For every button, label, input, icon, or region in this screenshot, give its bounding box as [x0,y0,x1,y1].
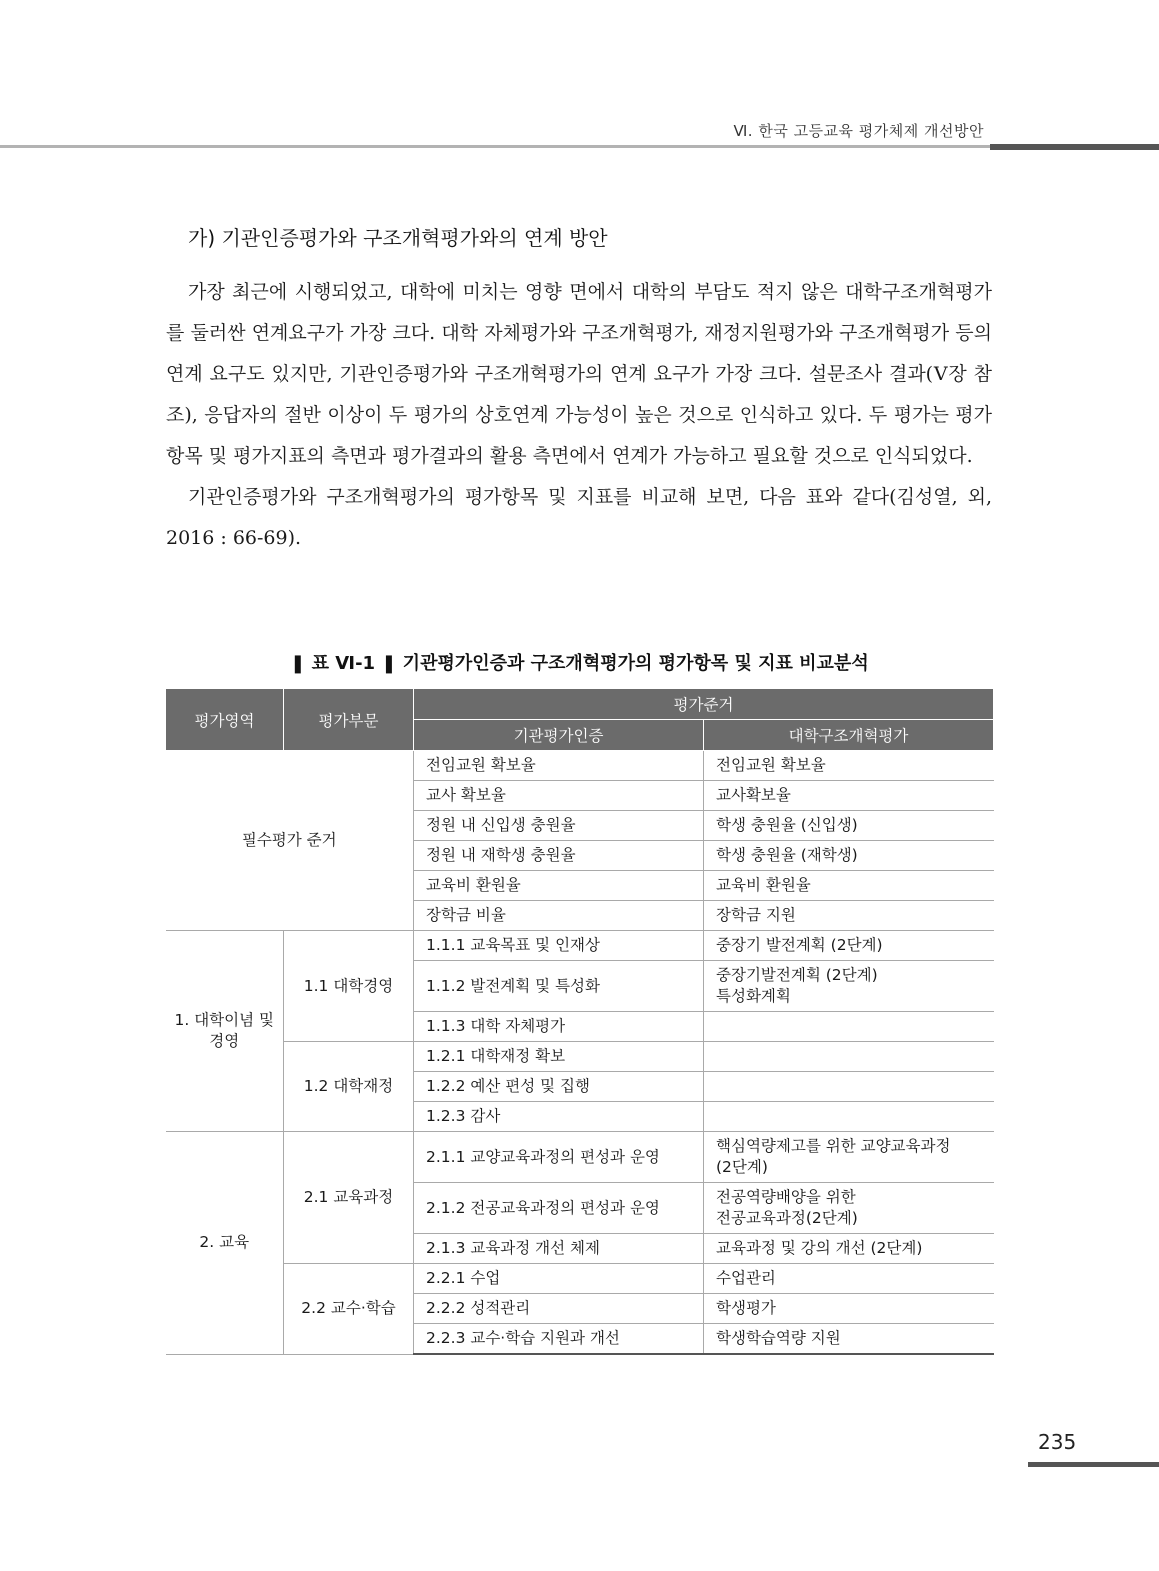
cell-restructuring: 학생 충원율 (재학생) [704,841,994,871]
header-area: 평가영역 [166,689,284,751]
part-label: 2.2 교수·학습 [284,1264,414,1355]
cell-institutional: 1.1.3 대학 자체평가 [414,1012,704,1042]
body-text [166,272,992,559]
cell-institutional: 교육비 환원율 [414,871,704,901]
cell-restructuring: 교육비 환원율 [704,871,994,901]
part-label: 1.2 대학재정 [284,1042,414,1132]
cell-restructuring [704,1183,994,1234]
cell-restructuring [704,1132,994,1183]
cell-restructuring [704,1012,994,1042]
header-institutional: 기관평가인증 [414,720,704,751]
cell-institutional: 1.2.3 감사 [414,1102,704,1132]
page-number: 235 [1038,1430,1077,1454]
cell-restructuring: 수업관리 [704,1264,994,1294]
footer-rule [1028,1462,1159,1467]
cell-restructuring: 중장기 발전계획 (2단계) [704,931,994,961]
cell-institutional: 정원 내 재학생 충원율 [414,841,704,871]
cell-line: 핵심역량제고를 위한 교양교육과정 [716,1137,951,1155]
paragraph-1: 가장 최근에 시행되었고, 대학에 미치는 영향 면에서 대학의 부담도 적지 않은 대학구조개혁평가를 둘러싼 연계요구가 가장 크다. 대학 자체평가와 구조개혁평가, 재정지원평가와 구조개혁평가 등의 연계 요구도 있지만, 기관인증평가와 구조개혁평가의 연계 요구가 가장 크다. 설문조사 결과(Ⅴ장 참조), 응답자의 절반 이상이 두 평가의 상호연계 가능성이 높은 것으로 인식하고 있다. 두 평가는 평가항목 및 평가지표의 측면과 평가결과의 활용 측면에서 연계가 가능하고 필요할 것으로 인식되었다. [166,281,992,467]
table-row [166,931,994,961]
cell-restructuring [704,1102,994,1132]
table-row [166,751,994,781]
part-label: 1.1 대학경영 [284,931,414,1042]
cell-institutional: 2.1.2 전공교육과정의 편성과 운영 [414,1183,704,1234]
cell-line: 전공교육과정(2단계) [716,1209,858,1227]
cell-institutional: 2.2.2 성적관리 [414,1294,704,1324]
header-rule-accent [990,144,1159,150]
table-row [166,1042,994,1072]
cell-restructuring [704,1072,994,1102]
cell-institutional: 2.2.1 수업 [414,1264,704,1294]
cell-line: 중장기발전계획 (2단계) [716,966,878,984]
cell-restructuring [704,961,994,1012]
cell-restructuring: 학생학습역량 지원 [704,1324,994,1355]
cell-restructuring: 장학금 지원 [704,901,994,931]
group-required-label: 필수평가 준거 [166,751,414,931]
cell-institutional: 장학금 비율 [414,901,704,931]
cell-line: 전공역량배양을 위한 [716,1188,856,1206]
table-row [166,1132,994,1183]
paragraph-2: 기관인증평가와 구조개혁평가의 평가항목 및 지표를 비교해 보면, 다음 표와 같다(김성열, 외, 2016 : 66-69). [166,486,992,549]
area-label: 2. 교육 [166,1132,284,1355]
area-label: 1. 대학이념 및 경영 [166,931,284,1132]
header-part: 평가부문 [284,689,414,751]
cell-line: 특성화계획 [716,987,791,1005]
header-rule [0,145,990,148]
comparison-table [165,688,994,1355]
cell-restructuring: 교사확보율 [704,781,994,811]
cell-institutional: 1.1.2 발전계획 및 특성화 [414,961,704,1012]
cell-institutional: 정원 내 신입생 충원율 [414,811,704,841]
cell-restructuring [704,1042,994,1072]
cell-institutional: 1.2.2 예산 편성 및 집행 [414,1072,704,1102]
cell-institutional: 교사 확보율 [414,781,704,811]
section-title: 가) 기관인증평가와 구조개혁평가와의 연계 방안 [188,226,608,250]
cell-line: (2단계) [716,1158,768,1176]
cell-institutional: 1.1.1 교육목표 및 인재상 [414,931,704,961]
cell-institutional: 1.2.1 대학재정 확보 [414,1042,704,1072]
cell-institutional: 전임교원 확보율 [414,751,704,781]
running-header: Ⅵ. 한국 고등교육 평가체제 개선방안 [733,122,984,140]
cell-institutional: 2.2.3 교수·학습 지원과 개선 [414,1324,704,1355]
header-restructuring: 대학구조개혁평가 [704,720,994,751]
cell-restructuring: 학생평가 [704,1294,994,1324]
cell-restructuring: 학생 충원율 (신입생) [704,811,994,841]
cell-institutional: 2.1.3 교육과정 개선 체제 [414,1234,704,1264]
cell-restructuring: 교육과정 및 강의 개선 (2단계) [704,1234,994,1264]
table-caption: ❚ 표 Ⅵ-1 ❚ 기관평가인증과 구조개혁평가의 평가항목 및 지표 비교분석 [290,653,869,674]
cell-restructuring: 전임교원 확보율 [704,751,994,781]
table-row [166,1264,994,1294]
header-criteria: 평가준거 [414,689,994,720]
part-label: 2.1 교육과정 [284,1132,414,1264]
cell-institutional: 2.1.1 교양교육과정의 편성과 운영 [414,1132,704,1183]
